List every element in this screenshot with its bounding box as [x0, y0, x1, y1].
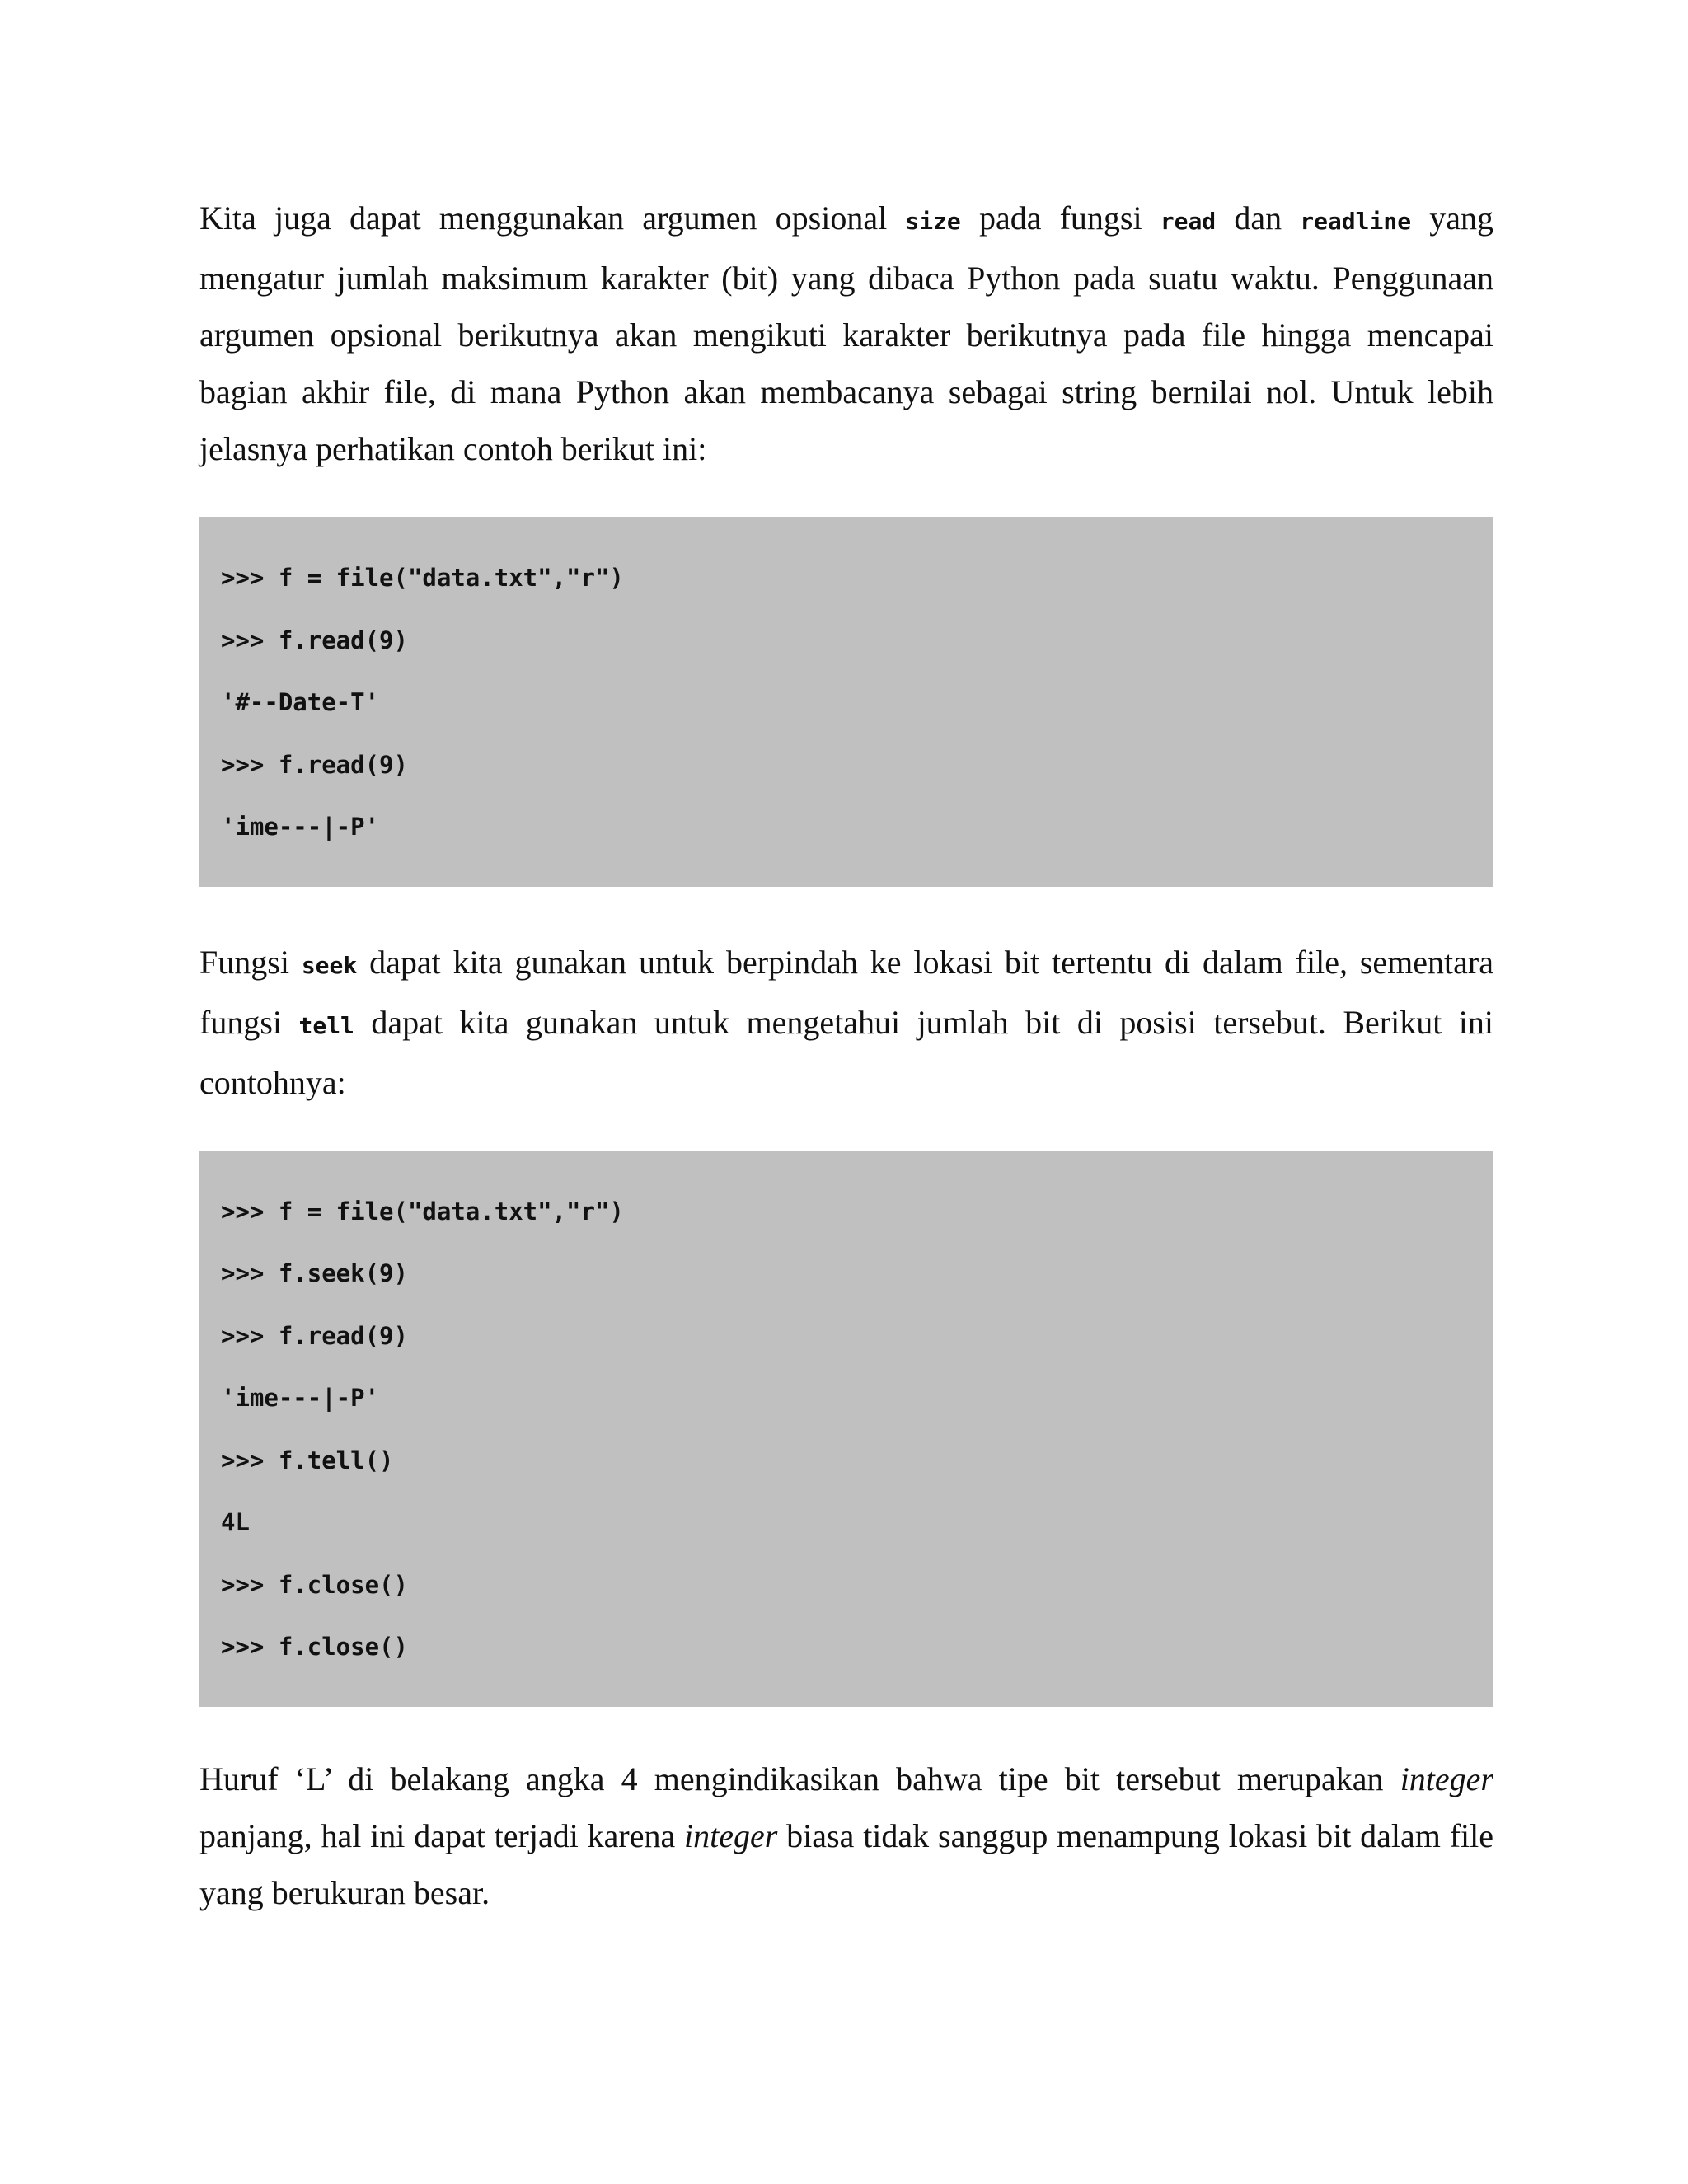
- paragraph-optional-size-argument: [199, 190, 1493, 477]
- inline-code-size: size: [905, 208, 961, 235]
- emphasis-integer: integer: [1400, 1760, 1493, 1797]
- code-line: 'ime---|-P': [221, 813, 380, 841]
- code-line: >>> f.read(9): [221, 1321, 408, 1350]
- inline-code-tell: tell: [298, 1011, 354, 1039]
- code-line: >>> f.close(): [221, 1633, 408, 1661]
- paragraph-seek-tell: [199, 934, 1493, 1111]
- document-page: [199, 190, 1493, 1921]
- inline-code-read: read: [1160, 208, 1217, 235]
- code-line: >>> f.read(9): [221, 750, 408, 779]
- code-line: >>> f.close(): [221, 1570, 408, 1599]
- text: dan: [1216, 199, 1301, 237]
- code-line: >>> f.read(9): [221, 626, 408, 654]
- inline-code-seek: seek: [301, 951, 358, 979]
- code-block-seek-example: [199, 1151, 1493, 1707]
- text: panjang, hal ini dapat terjadi karena: [199, 1816, 685, 1854]
- text: yang mengatur jumlah maksimum karakter (bit) yang dibaca Python pada suatu waktu. Penggunaan argumen opsional berikutnya akan mengikuti karakter berikutnya pada file hingga mencapai bagian akhir file, di mana Python akan membacanya sebagai string bernilai nol. Untuk lebih jelasnya perhatikan contoh berikut ini:: [199, 199, 1493, 467]
- inline-code-readline: readline: [1300, 208, 1412, 235]
- code-line: >>> f.tell(): [221, 1446, 394, 1474]
- emphasis-integer: integer: [684, 1816, 778, 1854]
- text: dapat kita gunakan untuk berpindah ke lokasi bit tertentu di dalam file, sementara fungsi: [199, 943, 1493, 1041]
- text: dapat kita gunakan untuk mengetahui jumlah bit di posisi tersebut. Berikut ini contohnya:: [199, 1003, 1494, 1101]
- code-line: 'ime---|-P': [221, 1384, 380, 1412]
- paragraph-long-integer-explanation: [199, 1750, 1493, 1921]
- text: Fungsi: [199, 943, 302, 981]
- code-line: >>> f.seek(9): [221, 1259, 408, 1287]
- text: Kita juga dapat menggunakan argumen opsional: [199, 199, 906, 237]
- code-line: 4L: [221, 1508, 250, 1536]
- text: Huruf ‘L’ di belakang angka 4 mengindikasikan bahwa tipe bit tersebut merupakan: [199, 1760, 1400, 1797]
- code-line: >>> f = file("data.txt","r"): [221, 1197, 624, 1226]
- text: biasa tidak sanggup menampung lokasi bit dalam file yang berukuran besar.: [199, 1816, 1493, 1911]
- code-line: '#--Date-T': [221, 688, 380, 716]
- code-block-read-example: [199, 517, 1493, 887]
- code-line: >>> f = file("data.txt","r"): [221, 564, 624, 592]
- text: pada fungsi: [960, 199, 1160, 237]
